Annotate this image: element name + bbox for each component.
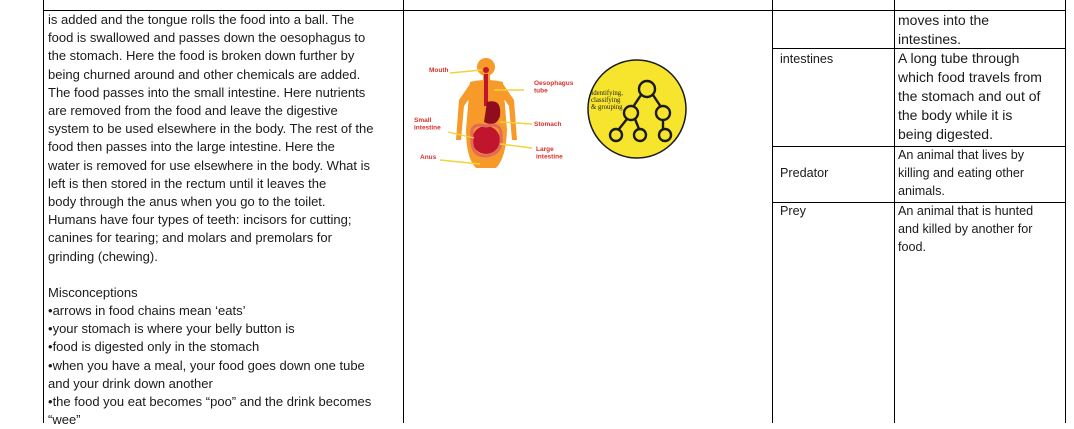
misconception-item: • your stomach is where your belly button is	[48, 320, 400, 338]
term-text: intestines	[780, 52, 834, 66]
table-border-col2-right	[772, 0, 773, 423]
label-stomach: Stomach	[534, 121, 562, 128]
misconception-item: • food is digested only in the stomach	[48, 338, 400, 356]
glossary-term-predator	[780, 164, 892, 182]
glossary-definition-prey	[898, 202, 1063, 257]
label-oesophagus: Oesophagus tube	[534, 80, 574, 95]
table-border-col3-right	[894, 0, 895, 423]
label-small-intestine: Small intestine	[414, 117, 441, 132]
continuation-text: moves into the intestines.	[898, 12, 990, 47]
misconception-item: • arrows in food chains mean ‘eats’	[48, 302, 400, 320]
identifying-classifying-badge	[585, 57, 689, 161]
misconceptions-list	[48, 302, 400, 429]
term-text: Prey	[780, 204, 806, 218]
explanation-text	[48, 11, 400, 429]
badge-svg	[585, 57, 689, 161]
misconceptions-title: Misconceptions	[48, 284, 138, 300]
label-large-intestine: Large intestine	[536, 146, 563, 161]
body-diagram-svg	[404, 40, 584, 180]
misconception-item: • the food you eat becomes “poo” and the drink becomes “wee”	[48, 393, 400, 429]
glossary-term-intestines	[780, 50, 892, 68]
glossary-definition-intestines	[898, 49, 1063, 144]
misconception-item: • when you have a meal, your food goes down one tube and your drink down another	[48, 357, 400, 393]
definition-text: A long tube through which food travels from the stomach and out of the body while it is being digested.	[898, 50, 1042, 142]
badge-text: Identifying, classifying & grouping	[591, 90, 623, 111]
term-text: Predator	[780, 166, 829, 180]
table-border-left	[43, 0, 44, 423]
table-border-right	[1065, 0, 1066, 423]
label-mouth: Mouth	[429, 67, 449, 74]
glossary-definition-predator	[898, 146, 1063, 201]
definition-text: An animal that lives by killing and eating other animals.	[898, 148, 1025, 199]
digestive-system-diagram	[404, 40, 584, 180]
definition-text: An animal that is hunted and killed by another for food.	[898, 204, 1034, 255]
glossary-top-continuation	[898, 11, 1063, 49]
digestion-paragraph: is added and the tongue rolls the food into a ball. The food is swallowed and passes down the oesophagus to the stomach. Here the food is broken down further by being churned around and other chemicals are added. The food passes into the small intestine. Here nutrients are removed from the food and leave the digestive system to be used elsewhere in the body. The rest of the food then passes into the large intestine. Here the water is removed for use elsewhere in the body. What is left is then stored in the rectum until it leaves the body through the anus when you go to the toilet. Humans have four types of teeth: incisors for cutting; canines for tearing; and molars and premolars for grinding (chewing).	[48, 12, 374, 264]
glossary-term-prey	[780, 202, 892, 220]
label-anus: Anus	[420, 154, 437, 161]
